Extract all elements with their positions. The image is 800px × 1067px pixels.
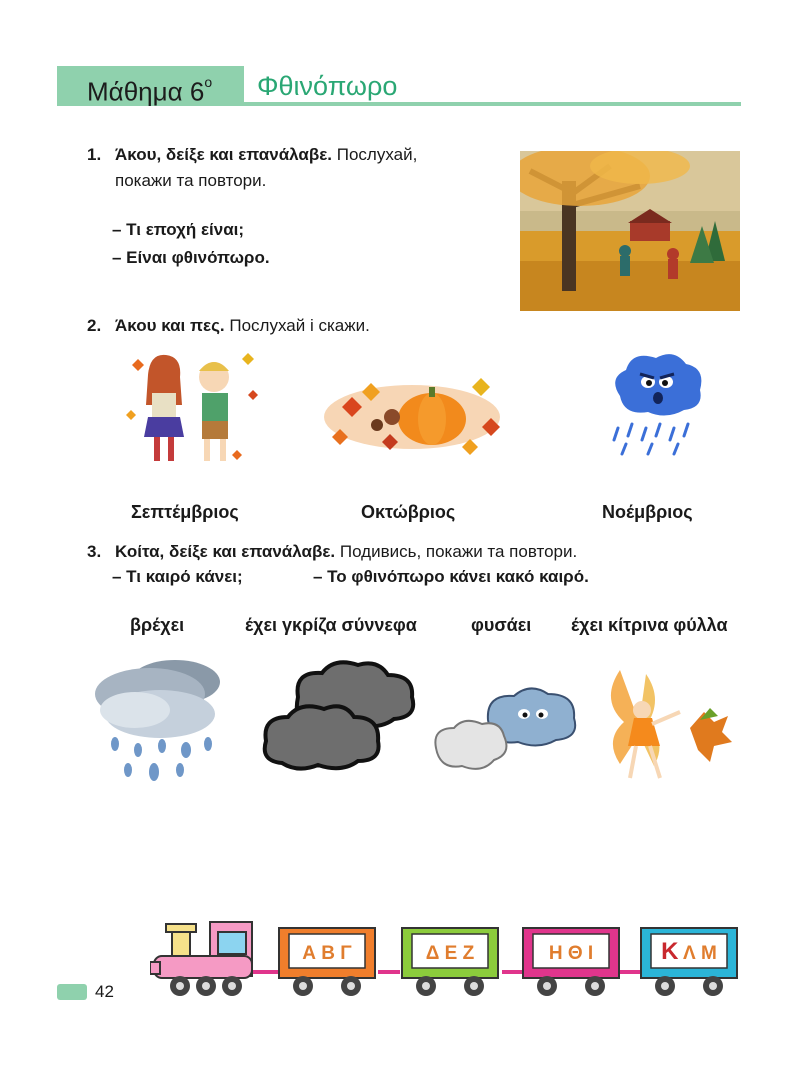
grey-clouds-illustration [258,657,418,777]
page-number-badge [57,984,87,1000]
weather-answer: – Το φθινόπωρο κάνει κακό καιρό. [313,567,589,586]
autumn-landscape-photo [520,151,740,311]
wagon-letters-2: Δ Ε Ζ [425,943,475,964]
windy-cloud-illustration [430,680,580,780]
lesson-label: Μάθημα $6^o$ [87,74,213,107]
wagon-letters-4: Κ Λ Μ [661,938,717,965]
exercise-3-instruction: 3. Κοίτα, δείξε και επανάλαβε. Подивись, покажи та повтори. [87,542,578,561]
month-september: Σεπτέμβριος [131,502,239,522]
autumn-fairy-illustration [590,660,740,790]
train-wagon-4 [639,926,739,1001]
train-wagon-2 [400,926,500,1001]
exercise-1-instruction-line2: покажи та повтори. [115,171,267,190]
weather-label-wind: φυσάει [471,615,532,635]
month-october: Οκτώβριος [361,502,456,522]
dialog-answer: – Είναι φθινόπωρο. [112,248,270,267]
wagon-letters-1: Α Β Γ [302,943,352,964]
pumpkin-and-leaves-illustration [322,347,502,472]
exercise-1-instruction: 1. Άκου, δείξε και επανάλαβε. Послухай, [87,145,418,164]
train-wagon-3 [521,926,621,1001]
weather-label-yellow-leaves: έχει κίτρινα φύλλα [571,615,728,635]
angry-rain-cloud-illustration [608,348,708,458]
exercise-2-instruction: 2. Άκου και πες. Послухай і скажи. [87,316,370,335]
dialog-question: – Τι εποχή είναι; [112,220,245,239]
weather-label-grey-clouds: έχει γκρίζα σύννεφα [245,615,417,635]
train-wagon-1 [277,926,377,1001]
month-november: Νοέμβριος [602,502,693,522]
children-with-leaves-illustration [122,345,262,475]
train-locomotive [150,922,252,996]
page-number: 42 [95,982,114,1001]
weather-question: – Τι καιρό κάνει; [112,567,243,586]
rain-clouds-illustration [90,652,225,787]
header-underline [244,102,741,106]
weather-label-rain: βρέχει [130,615,185,635]
wagon-letters-3: Η Θ Ι [548,943,594,964]
lesson-title: Φθινόπωρο [257,71,398,101]
